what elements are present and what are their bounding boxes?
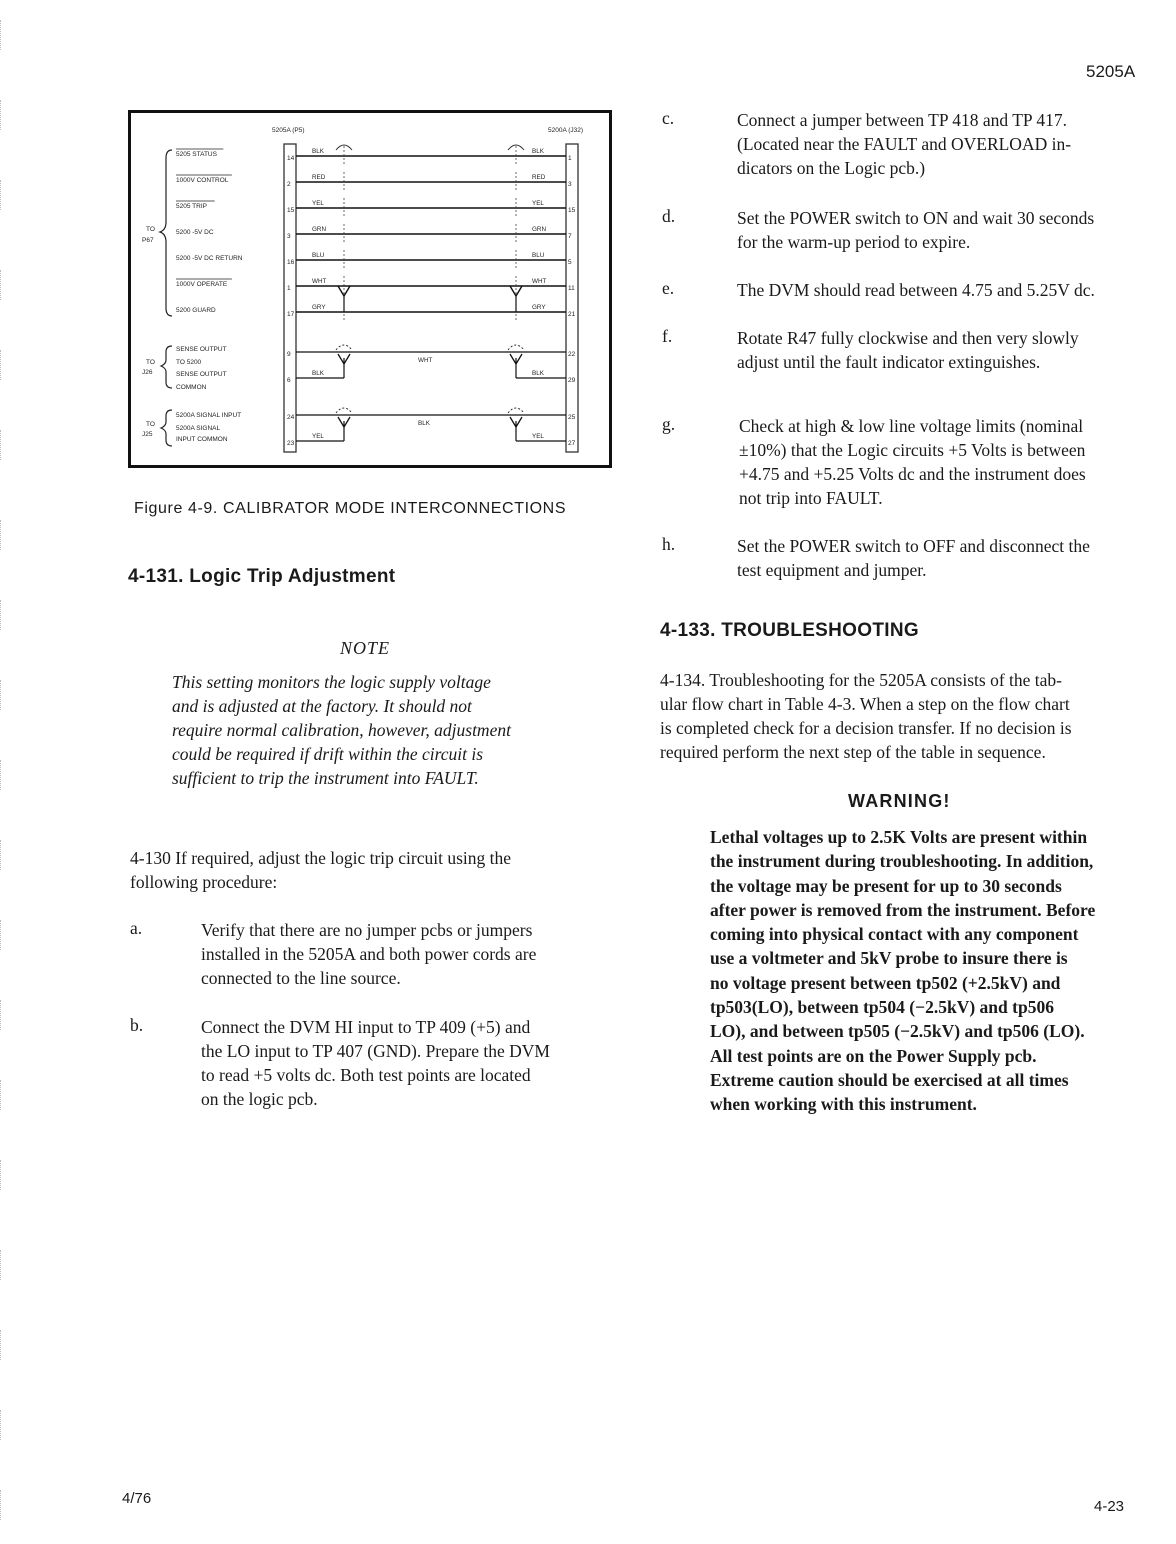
note-line: sufficient to trip the instrument into FAULT.: [172, 768, 479, 788]
signal-7-wire-color-left: GRY: [312, 304, 326, 311]
paragraph-line: 4-130 If required, adjust the logic trip circuit using the: [130, 848, 512, 868]
brace-j26: [161, 346, 172, 388]
signal-input-arc-right: [508, 408, 524, 413]
sense-arc-right: [508, 345, 524, 350]
signal-5-label: 5200 -5V DC RETURN: [176, 255, 243, 262]
paragraph-line: ular flow chart in Table 4-3. When a step on the flow chart: [660, 694, 1070, 714]
sense-shield-color-left: BLK: [312, 370, 324, 377]
paragraph-line: 4-134. Troubleshooting for the 5205A consists of the tab-: [660, 670, 1062, 690]
step-line: connected to the line source.: [201, 968, 401, 988]
group-ref-2: J26: [142, 369, 153, 376]
step-text: [201, 1015, 611, 1111]
signal-4-right-pin: 7: [568, 233, 572, 240]
footer-page-number: 4-23: [1094, 1498, 1125, 1515]
signal-4-wire-color-right: GRN: [532, 226, 546, 233]
left-connector-body: [284, 144, 296, 452]
warning-line: All test points are on the Power Supply pcb.: [710, 1045, 1037, 1066]
warning-line: no voltage present between tp502 (+2.5kV) and: [710, 972, 1061, 993]
signal-6-right-pin: 11: [568, 285, 575, 292]
step-line: Check at high & low line voltage limits (nominal: [739, 416, 1084, 436]
step-text: [737, 534, 1157, 582]
warning-line: use a voltmeter and 5kV probe to insure there is: [710, 948, 1068, 969]
step-text: [201, 918, 611, 990]
warning-line: tp503(LO), between tp504 (−2.5kV) and tp506: [710, 997, 1054, 1018]
warning-line: when working with this instrument.: [710, 1094, 977, 1115]
step-line: Verify that there are no jumper pcbs or jumpers: [201, 920, 533, 940]
paragraph-4-130: [130, 846, 610, 894]
step-line: not trip into FAULT.: [739, 488, 883, 508]
paragraph-line: is completed check for a decision transfer. If no decision is: [660, 718, 1072, 738]
step-line: dicators on the Logic pcb.): [737, 158, 926, 178]
signal-6-label: 1000V OPERATE: [176, 281, 228, 288]
brace-p67: [160, 150, 172, 316]
signal-1-left-pin: 14: [287, 155, 295, 162]
warning-title: WARNING!: [848, 791, 951, 811]
signal-input-left-pin-1: 24: [287, 414, 295, 421]
signal-6-wire-color-right: WHT: [532, 278, 547, 285]
sense-arc-left: [336, 345, 352, 350]
group-ref-3: J25: [142, 431, 153, 438]
step-line: (Located near the FAULT and OVERLOAD in-: [737, 134, 1072, 154]
right-connector-body: [566, 144, 578, 452]
signal-2-wire-color-left: RED: [312, 174, 326, 181]
step-line: Set the POWER switch to OFF and disconnect the: [737, 536, 1090, 556]
note-body: [172, 670, 592, 790]
signal-7-right-pin: 21: [568, 311, 576, 318]
paragraph-4-134: [660, 668, 1146, 764]
step-text: [739, 414, 1159, 510]
step-letter: h.: [662, 534, 676, 554]
step-letter: a.: [130, 918, 143, 938]
signal-2-right-pin: 3: [568, 181, 572, 188]
interconnection-diagram-svg: [128, 110, 612, 468]
step-line: Connect a jumper between TP 418 and TP 417.: [737, 110, 1068, 130]
step-text: [737, 108, 1157, 180]
warning-line: Lethal voltages up to 2.5K Volts are present within: [710, 827, 1088, 847]
step-line: Set the POWER switch to ON and wait 30 seconds: [737, 208, 1095, 228]
paragraph-line: required perform the next step of the table in sequence.: [660, 742, 1046, 762]
signal-5-wire-color-left: BLU: [312, 252, 325, 259]
sense-right-pin-2: 29: [568, 377, 576, 384]
signal-input-shield-color-right: YEL: [532, 433, 544, 440]
signal-2-label: 1000V CONTROL: [176, 177, 229, 184]
signal-5-wire-color-right: BLU: [532, 252, 545, 259]
step-text: [737, 278, 1157, 302]
step-line: test equipment and jumper.: [737, 560, 927, 580]
signal-1-label: 5205 STATUS: [176, 151, 217, 158]
step-line: +4.75 and +5.25 Volts dc and the instrument does: [739, 464, 1086, 484]
signal-4-left-pin: 3: [287, 233, 291, 240]
signal-1-wire-color-left: BLK: [312, 148, 324, 155]
signal-3-wire-color-right: YEL: [532, 200, 544, 207]
step-letter: f.: [662, 326, 673, 346]
signal-input-center-color: BLK: [418, 420, 430, 427]
signal-5-left-pin: 16: [287, 259, 295, 266]
signal-6-left-pin: 1: [287, 285, 291, 292]
signal-7-label: 5200 GUARD: [176, 307, 216, 314]
figure-4-9-diagram: [128, 110, 612, 468]
sense-right-pin-1: 22: [568, 351, 576, 358]
step-letter: d.: [662, 206, 676, 226]
page-header-model: 5205A: [1086, 62, 1136, 81]
step-text: [737, 326, 1157, 374]
step-letter: b.: [130, 1015, 144, 1035]
step-letter: e.: [662, 278, 675, 298]
note-line: could be required if drift within the circuit is: [172, 744, 484, 764]
step-line: on the logic pcb.: [201, 1089, 318, 1109]
warning-line: the instrument during troubleshooting. In addition,: [710, 851, 1094, 872]
note-line: require normal calibration, however, adjustment: [172, 720, 511, 740]
ground-arrow-right: [510, 286, 522, 296]
signal-3-label: 5205 TRIP: [176, 203, 207, 210]
note-line: This setting monitors the logic supply voltage: [172, 672, 491, 692]
step-text: [737, 206, 1157, 254]
section-heading-4-131: 4-131. Logic Trip Adjustment: [128, 566, 396, 587]
brace-j25: [161, 410, 172, 446]
ground-arrow-left: [338, 286, 350, 296]
warning-line: Extreme caution should be exercised at all times: [710, 1069, 1069, 1090]
signal-1-wire-color-right: BLK: [532, 148, 544, 155]
right-connector-label: 5200A (J32): [548, 127, 584, 134]
signal-1-right-pin: 1: [568, 155, 572, 162]
signal-input-shield-color-left: YEL: [312, 433, 324, 440]
signal-4-wire-color-left: GRN: [312, 226, 326, 233]
footer-date: 4/76: [122, 1490, 152, 1507]
signal-4-label: 5200 -5V DC: [176, 229, 214, 236]
sense-center-color: WHT: [418, 357, 433, 364]
signal-3-left-pin: 15: [287, 207, 295, 214]
warning-body: [710, 825, 1160, 1117]
warning-line: LO), and between tp505 (−2.5kV) and tp506 (LO).: [710, 1021, 1085, 1042]
step-line: Rotate R47 fully clockwise and then very slowly: [737, 328, 1079, 348]
sense-shield-color-right: BLK: [532, 370, 544, 377]
warning-line: coming into physical contact with any component: [710, 924, 1079, 945]
sense-left-pin-1: 9: [287, 351, 291, 358]
group-to-2: TO: [146, 359, 155, 366]
warning-line: the voltage may be present for up to 30 seconds: [710, 875, 1062, 896]
group-to-3: TO: [146, 421, 155, 428]
step-letter: c.: [662, 108, 675, 128]
signal-7-left-pin: 17: [287, 311, 295, 318]
signal-input-arc-left: [336, 408, 352, 413]
step-line: installed in the 5205A and both power cords are: [201, 944, 537, 964]
signal-input-right-pin-2: 27: [568, 440, 576, 447]
signal-input-label-1: 5200A SIGNAL INPUT: [176, 412, 242, 419]
step-line: the LO input to TP 407 (GND). Prepare the DVM: [201, 1041, 550, 1061]
step-line: to read +5 volts dc. Both test points are located: [201, 1065, 531, 1085]
sense-left-pin-2: 6: [287, 377, 291, 384]
left-connector-label: 5205A (P5): [272, 127, 305, 134]
sense-label-2: TO 5200: [176, 359, 202, 366]
note-line: and is adjusted at the factory. It should not: [172, 696, 472, 716]
step-letter: g.: [662, 414, 676, 434]
step-line: Connect the DVM HI input to TP 409 (+5) and: [201, 1017, 531, 1037]
step-line: for the warm-up period to expire.: [737, 232, 971, 252]
sense-label-3: SENSE OUTPUT: [176, 371, 227, 378]
group-to-1: TO: [146, 226, 155, 233]
signal-5-right-pin: 5: [568, 259, 572, 266]
signal-3-wire-color-left: YEL: [312, 200, 324, 207]
signal-2-left-pin: 2: [287, 181, 291, 188]
signal-3-right-pin: 15: [568, 207, 576, 214]
figure-caption: Figure 4-9. CALIBRATOR MODE INTERCONNECTIONS: [134, 500, 567, 517]
sense-label-4: COMMON: [176, 384, 207, 391]
warning-line: after power is removed from the instrument. Before: [710, 899, 1096, 920]
signal-input-label-3: INPUT COMMON: [176, 436, 228, 443]
step-line: adjust until the fault indicator extinguishes.: [737, 352, 1041, 372]
paragraph-line: following procedure:: [130, 872, 278, 892]
note-title: NOTE: [340, 638, 391, 658]
signal-input-left-pin-2: 23: [287, 440, 295, 447]
signal-input-right-pin-1: 25: [568, 414, 576, 421]
group-ref-1: P67: [142, 237, 154, 244]
signal-2-wire-color-right: RED: [532, 174, 546, 181]
signal-7-wire-color-right: GRY: [532, 304, 546, 311]
sense-label-1: SENSE OUTPUT: [176, 346, 227, 353]
section-heading-4-133: 4-133. TROUBLESHOOTING: [660, 620, 919, 641]
signal-input-label-2: 5200A SIGNAL: [176, 425, 221, 432]
step-line: The DVM should read between 4.75 and 5.25V dc.: [737, 280, 1095, 300]
signal-6-wire-color-left: WHT: [312, 278, 327, 285]
step-line: ±10%) that the Logic circuits +5 Volts is between: [739, 440, 1086, 460]
